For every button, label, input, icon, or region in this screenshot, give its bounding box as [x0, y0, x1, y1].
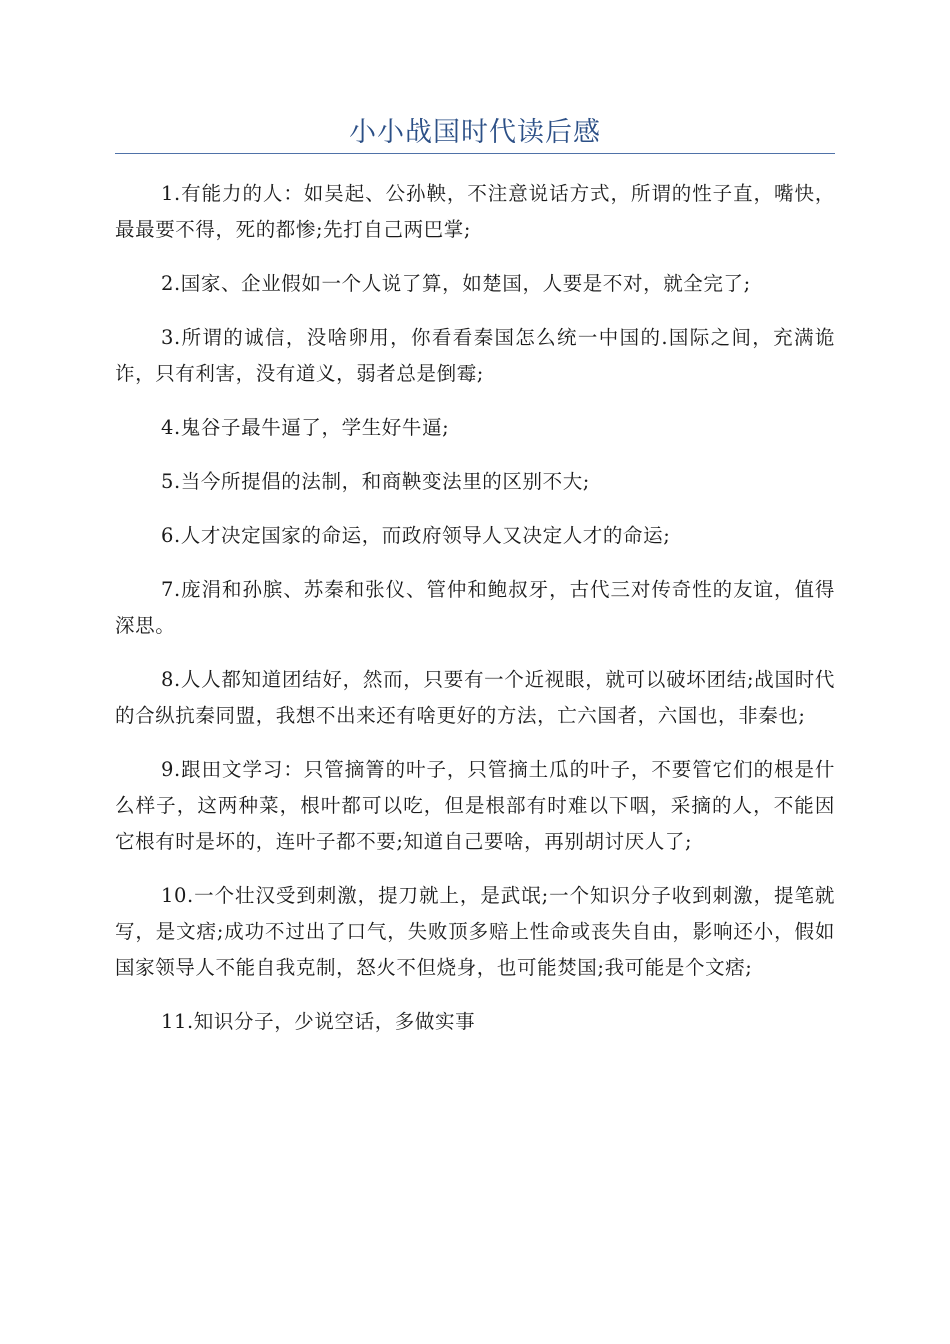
document-title: 小小战国时代读后感: [349, 117, 601, 148]
paragraph-10: 10.一个壮汉受到刺激，提刀就上，是武氓;一个知识分子收到刺激，提笔就写，是文痞;成功不过出了口气，失败顶多赔上性命或丧失自由，影响还小，假如国家领导人不能自我克制，怒火不但烧身，也可能焚国;我可能是个文痞;: [115, 884, 835, 979]
title-underline: [115, 153, 835, 154]
paragraph-5: 5.当今所提倡的法制，和商鞅变法里的区别不大;: [161, 470, 590, 493]
document-body: [115, 176, 835, 1058]
paragraph-3: 3.所谓的诚信，没啥卵用，你看看秦国怎么统一中国的.国际之间，充满诡诈，只有利害，没有道义，弱者总是倒霉;: [115, 326, 835, 385]
paragraph-6: 6.人才决定国家的命运，而政府领导人又决定人才的命运;: [161, 524, 671, 547]
paragraph-4: 4.鬼谷子最牛逼了，学生好牛逼;: [161, 416, 450, 439]
paragraph-9: 9.跟田文学习：只管摘箐的叶子，只管摘土瓜的叶子，不要管它们的根是什么样子，这两种菜，根叶都可以吃，但是根部有时难以下咽，采摘的人，不能因它根有时是坏的，连叶子都不要;知道自己要啥，再别胡讨厌人了;: [115, 758, 835, 853]
paragraph-1: 1.有能力的人：如吴起、公孙鞅，不注意说话方式，所谓的性子直，嘴快，最最要不得，死的都惨;先打自己两巴掌;: [115, 182, 835, 241]
paragraph-11: 11.知识分子，少说空话，多做实事: [161, 1010, 476, 1033]
paragraph-7: 7.庞涓和孙膑、苏秦和张仪、管仲和鲍叔牙，古代三对传奇性的友谊，值得深思。: [115, 578, 835, 637]
paragraph-8: 8.人人都知道团结好，然而，只要有一个近视眼，就可以破坏团结;战国时代的合纵抗秦同盟，我想不出来还有啥更好的方法，亡六国者，六国也，非秦也;: [115, 668, 835, 727]
paragraph-2: 2.国家、企业假如一个人说了算，如楚国，人要是不对，就全完了;: [161, 272, 751, 295]
